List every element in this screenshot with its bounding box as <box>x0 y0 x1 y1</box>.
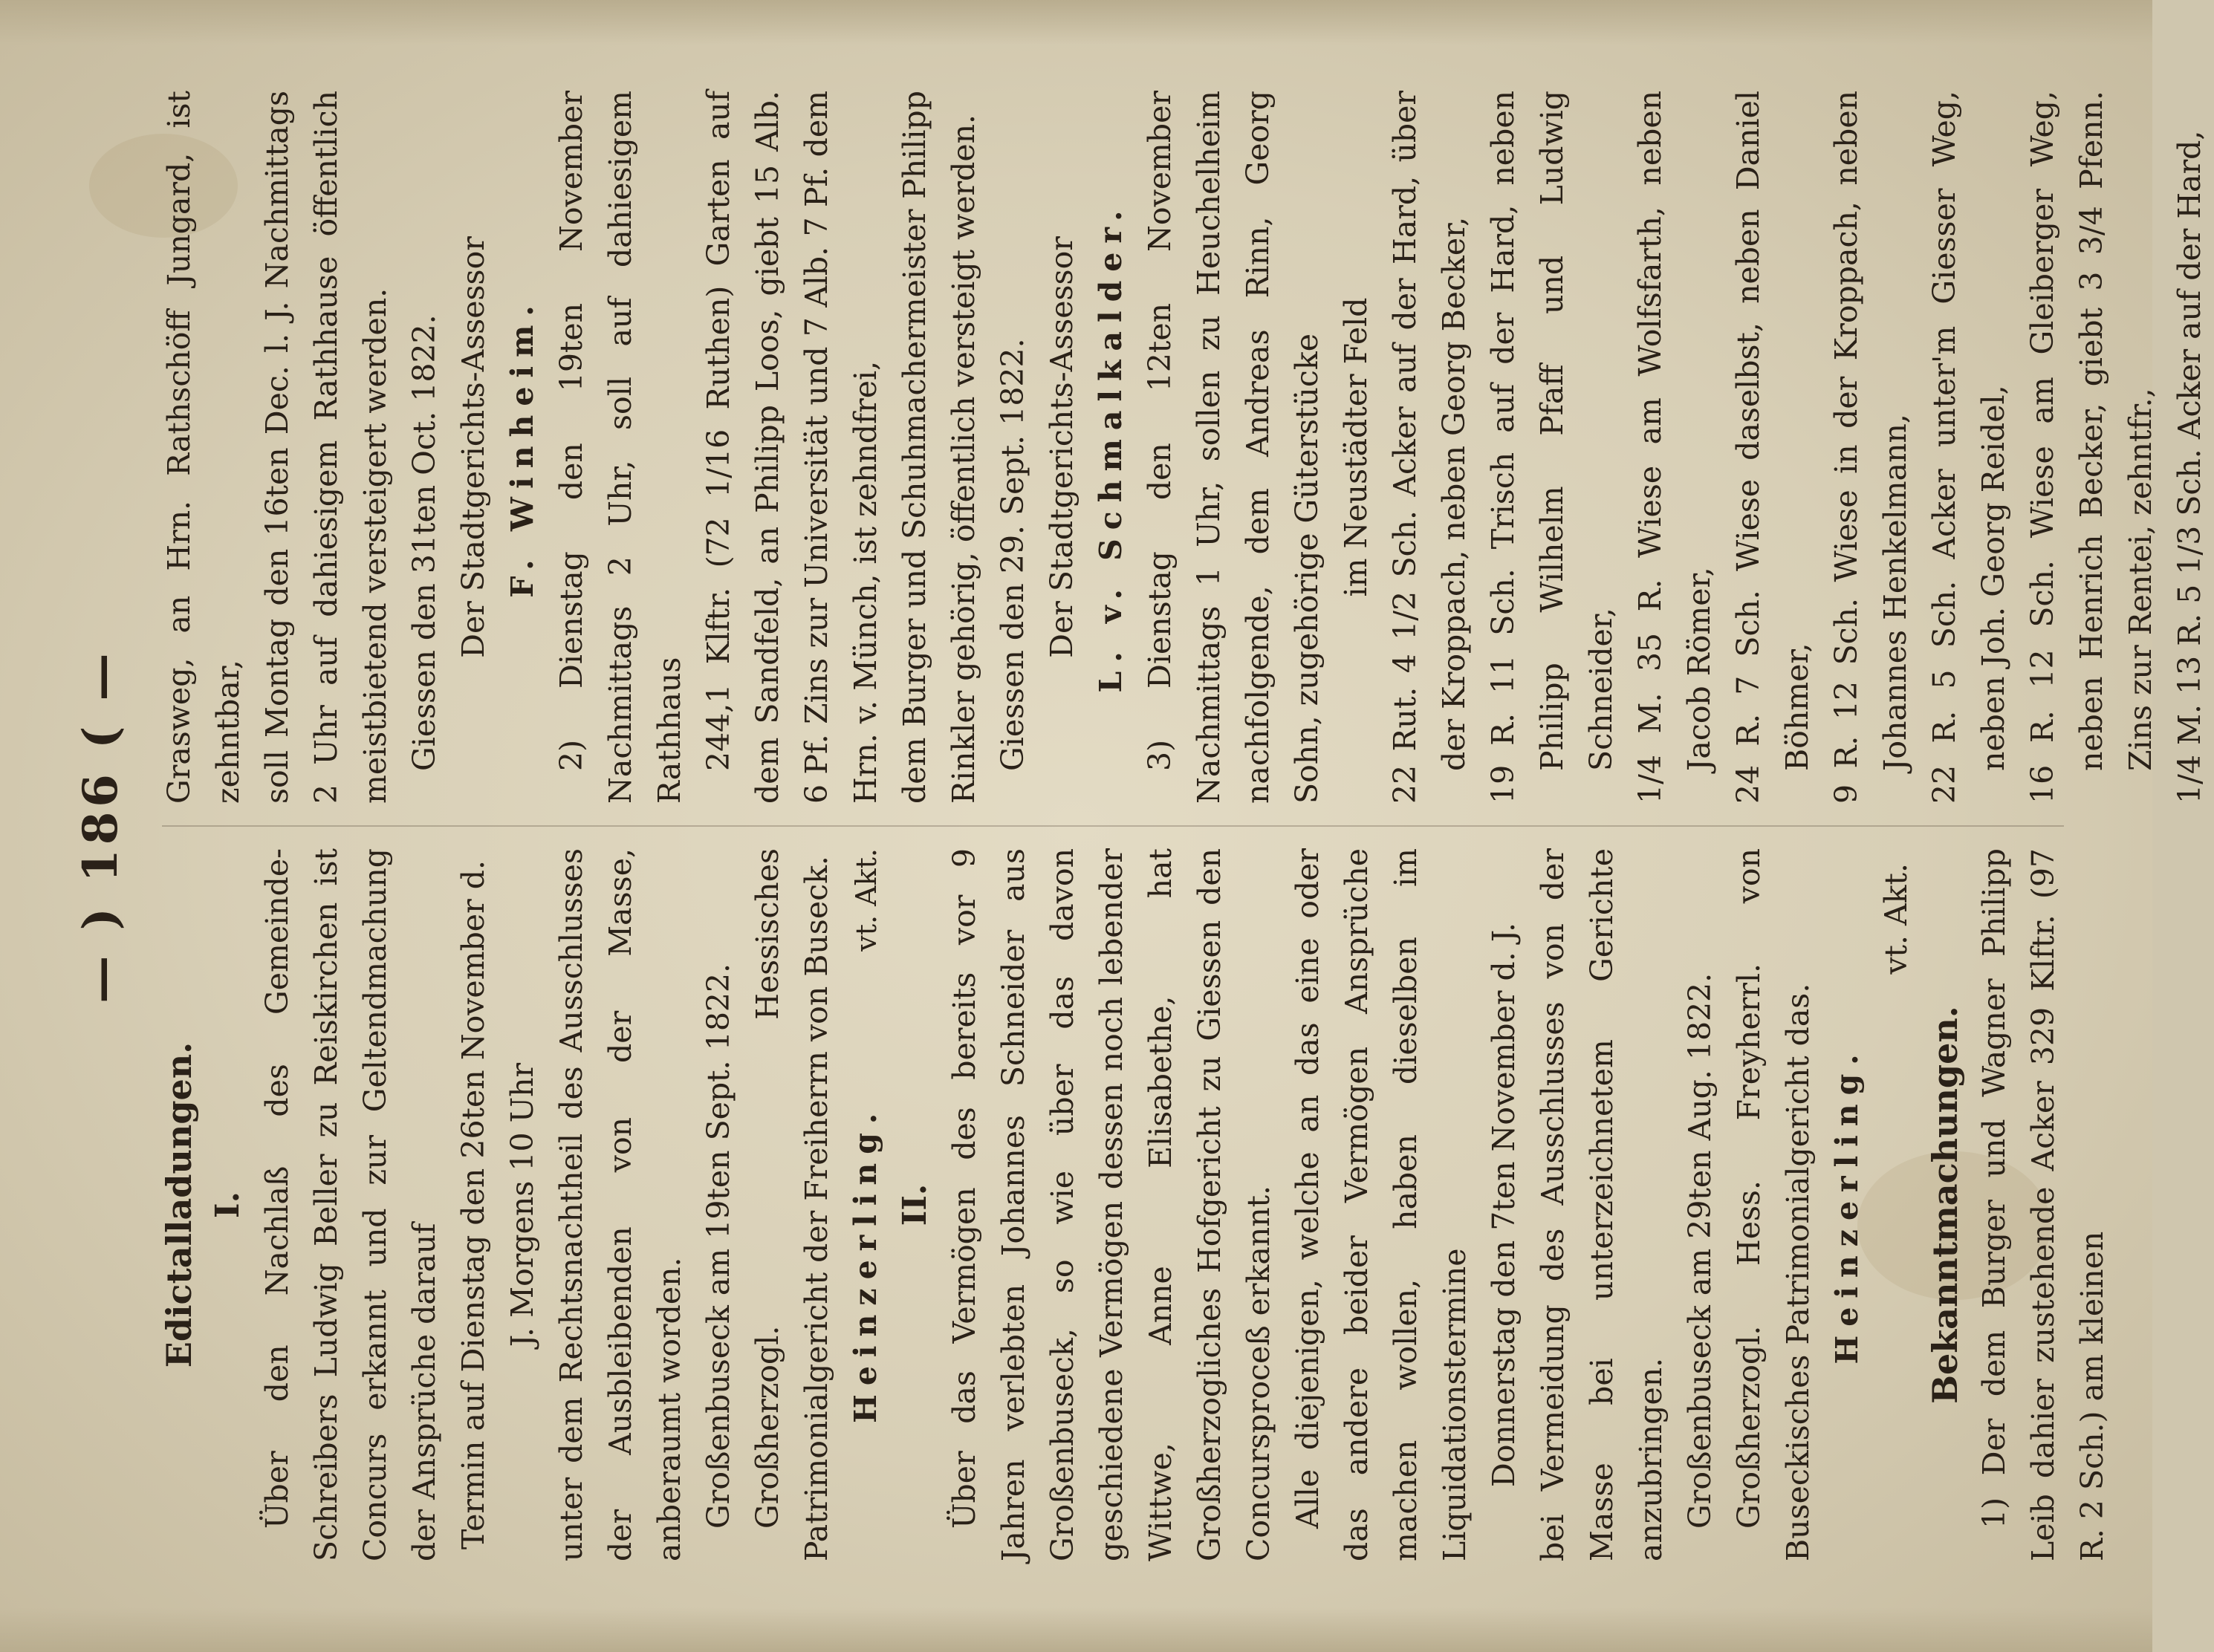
notice-number-2: II. <box>896 1183 934 1226</box>
notice-2-vt: vt. Akt. <box>1878 863 1914 975</box>
parcel-item: 1/4 M. 13 R. 5 1/3 Sch. Acker auf der Hard, <box>2172 130 2207 804</box>
announcement-2-signature: L. v. Schmalkalder. <box>1093 201 1129 693</box>
notice-number-1: I. <box>209 1191 247 1218</box>
page-number-header: — ) 186 ( — <box>73 648 129 1004</box>
notice-2-paragraph-end: bei Vermeidung des Ausschlusses von der Masse bei unterzeichnetem Gerichte anzubringen. <box>1535 848 1669 1561</box>
notice-2-place-date: Großenbuseck am 29ten Aug. 1822. <box>1682 972 1718 1529</box>
parcel-item: 24 R. 7 Sch. Wiese daselbst, neben Daniel Böhmer, <box>1730 91 1815 804</box>
parcel-item: 19 R. 11 Sch. Trisch auf der Hard, neben Philipp Wilhelm Pfaff und Ludwig Schneider, <box>1485 91 1619 804</box>
announcement-1-signature: F. Winheim. <box>504 296 540 598</box>
parcel-item: 16 R. 12 Sch. Wiese am Gleiberger Weg, neben Henrich Becker, giebt 3 3/4 Pfenn. Zins zur Rentei, zehntfr., <box>2025 91 2158 804</box>
announcement-2-court: Der Stadtgerichts-Assessor <box>1044 236 1080 658</box>
announcement-1-continued: Grasweg, an Hrn. Rathschöff Jungard, ist zehntbar, <box>161 91 246 804</box>
announcement-1-sale: soll Montag den 16ten Dec. l. J. Nachmittags 2 Uhr auf dahiesigem Rathhause öffentlich meistbietend versteigert werden. <box>259 91 393 804</box>
announcement-3-field: im Neustädter Feld <box>1338 297 1374 597</box>
page-bottom-shadow <box>0 1607 2152 1652</box>
rotated-text-page <box>51 68 2207 1584</box>
announcement-1-paragraph: 1) Der dem Burger und Wagner Philipp Leib dahier zustehende Acker 329 Klftr. (97 R. 2 Sch.) am kleinen <box>1976 848 2110 1561</box>
notice-1-place-date: Großenbuseck am 19ten Sept. 1822. <box>701 963 736 1529</box>
page-top-shadow <box>0 0 2152 45</box>
announcement-2-place-date: Giessen den 29. Sept. 1822. <box>995 338 1030 771</box>
parcel-item: 9 R. 12 Sch. Wiese in der Kroppach, neben Johannes Henkelmann, <box>1828 91 1913 804</box>
announcement-2-parcel: 244,1 Klftr. (72 1/16 Ruthen) Garten auf dem Sandfeld, an Philipp Loos, giebt 15 Alb. 6 Pf. Zins zur Universität und 7 Alb. 7 Pf. dem Hrn. v. Münch, ist zehndfrei, <box>701 91 883 804</box>
column-divider <box>162 825 2064 827</box>
notice-1-vt: vt. Akt. <box>850 848 883 952</box>
notice-2-term: Donnerstag den 7ten November d. J. <box>1486 922 1522 1488</box>
announcement-1-place-date: Giessen den 31ten Oct. 1822. <box>406 314 442 771</box>
notice-1-paragraph-end: unter dem Rechtsnachtheil des Ausschlusses der Ausbleibenden von der Masse, anberaumt worden. <box>554 848 687 1561</box>
section-title-bekanntmachungen: Bekanntmachungen. <box>1925 1006 1965 1404</box>
announcement-2-intro: 2) Dienstag den 19ten November Nachmittags 2 Uhr, soll auf dahiesigem Rathhaus <box>554 91 687 804</box>
notice-1-court: Großherzogl. Hessisches Patrimonialgericht der Freiherrn von Buseck. <box>750 848 834 1561</box>
parcel-item: 1/4 M. 35 R. Wiese am Wolfsfarth, neben Jacob Römer, <box>1632 91 1717 804</box>
section-title-edictalladungen: Edictalladungen. <box>159 1041 199 1368</box>
parcel-item: 22 Rut. 4 1/2 Sch. Acker auf der Hard, über der Kroppach, neben Georg Becker, <box>1387 91 1472 804</box>
notice-2-paragraph-2: Alle diejenigen, welche an das eine oder das andere beider Vermögen Ansprüche machen wollen, haben dieselben im Liquidationstermine <box>1290 848 1473 1561</box>
notice-1-paragraph: Über den Nachlaß des Gemeinde-Schreibers Ludwig Beller zu Reiskirchen ist Concurs erkannt und zur Geltendmachung der Ansprüche darauf <box>259 848 442 1561</box>
left-column <box>155 848 2110 1561</box>
announcement-1-court: Der Stadtgerichts-Assessor <box>455 236 491 658</box>
announcement-3-intro: 3) Dienstag den 12ten November Nachmittags 1 Uhr, sollen zu Heuchelheim nachfolgende, dem Andreas Rinn, Georg Sohn, zugehörige Güterstücke <box>1142 91 1325 804</box>
notice-2-paragraph: Über das Vermögen des bereits vor 9 Jahren verlebten Johannes Schneider aus Großenbuseck, so wie über das davon geschiedene Vermögen dessen noch lebender Wittwe, Anne Elisabethe, hat Großherzogliches Hofgericht zu Giessen den Concursproceß erkannt. <box>947 848 1276 1561</box>
parcel-item: 22 R. 5 Sch. Acker unter'm Giesser Weg, neben Joh. Georg Reidel, <box>1926 91 2011 804</box>
notice-2-court: Großherzogl. Hess. Freyherrl. von Buseckisches Patrimonialgericht das. <box>1731 848 1816 1561</box>
right-column <box>155 91 2207 804</box>
announcement-2-sale: dem Burger und Schuhmachermeister Philipp Rinkler gehörig, öffentlich versteigt werden. <box>897 91 981 804</box>
notice-2-signature: Heinzerling. <box>1829 1045 1865 1365</box>
notice-1-signature: Heinzerling. <box>848 1104 883 1423</box>
notice-1-term: Termin auf Dienstag den 26ten November d. J. Morgens 10 Uhr <box>455 860 540 1549</box>
notice-1-signature-row <box>841 848 891 1561</box>
